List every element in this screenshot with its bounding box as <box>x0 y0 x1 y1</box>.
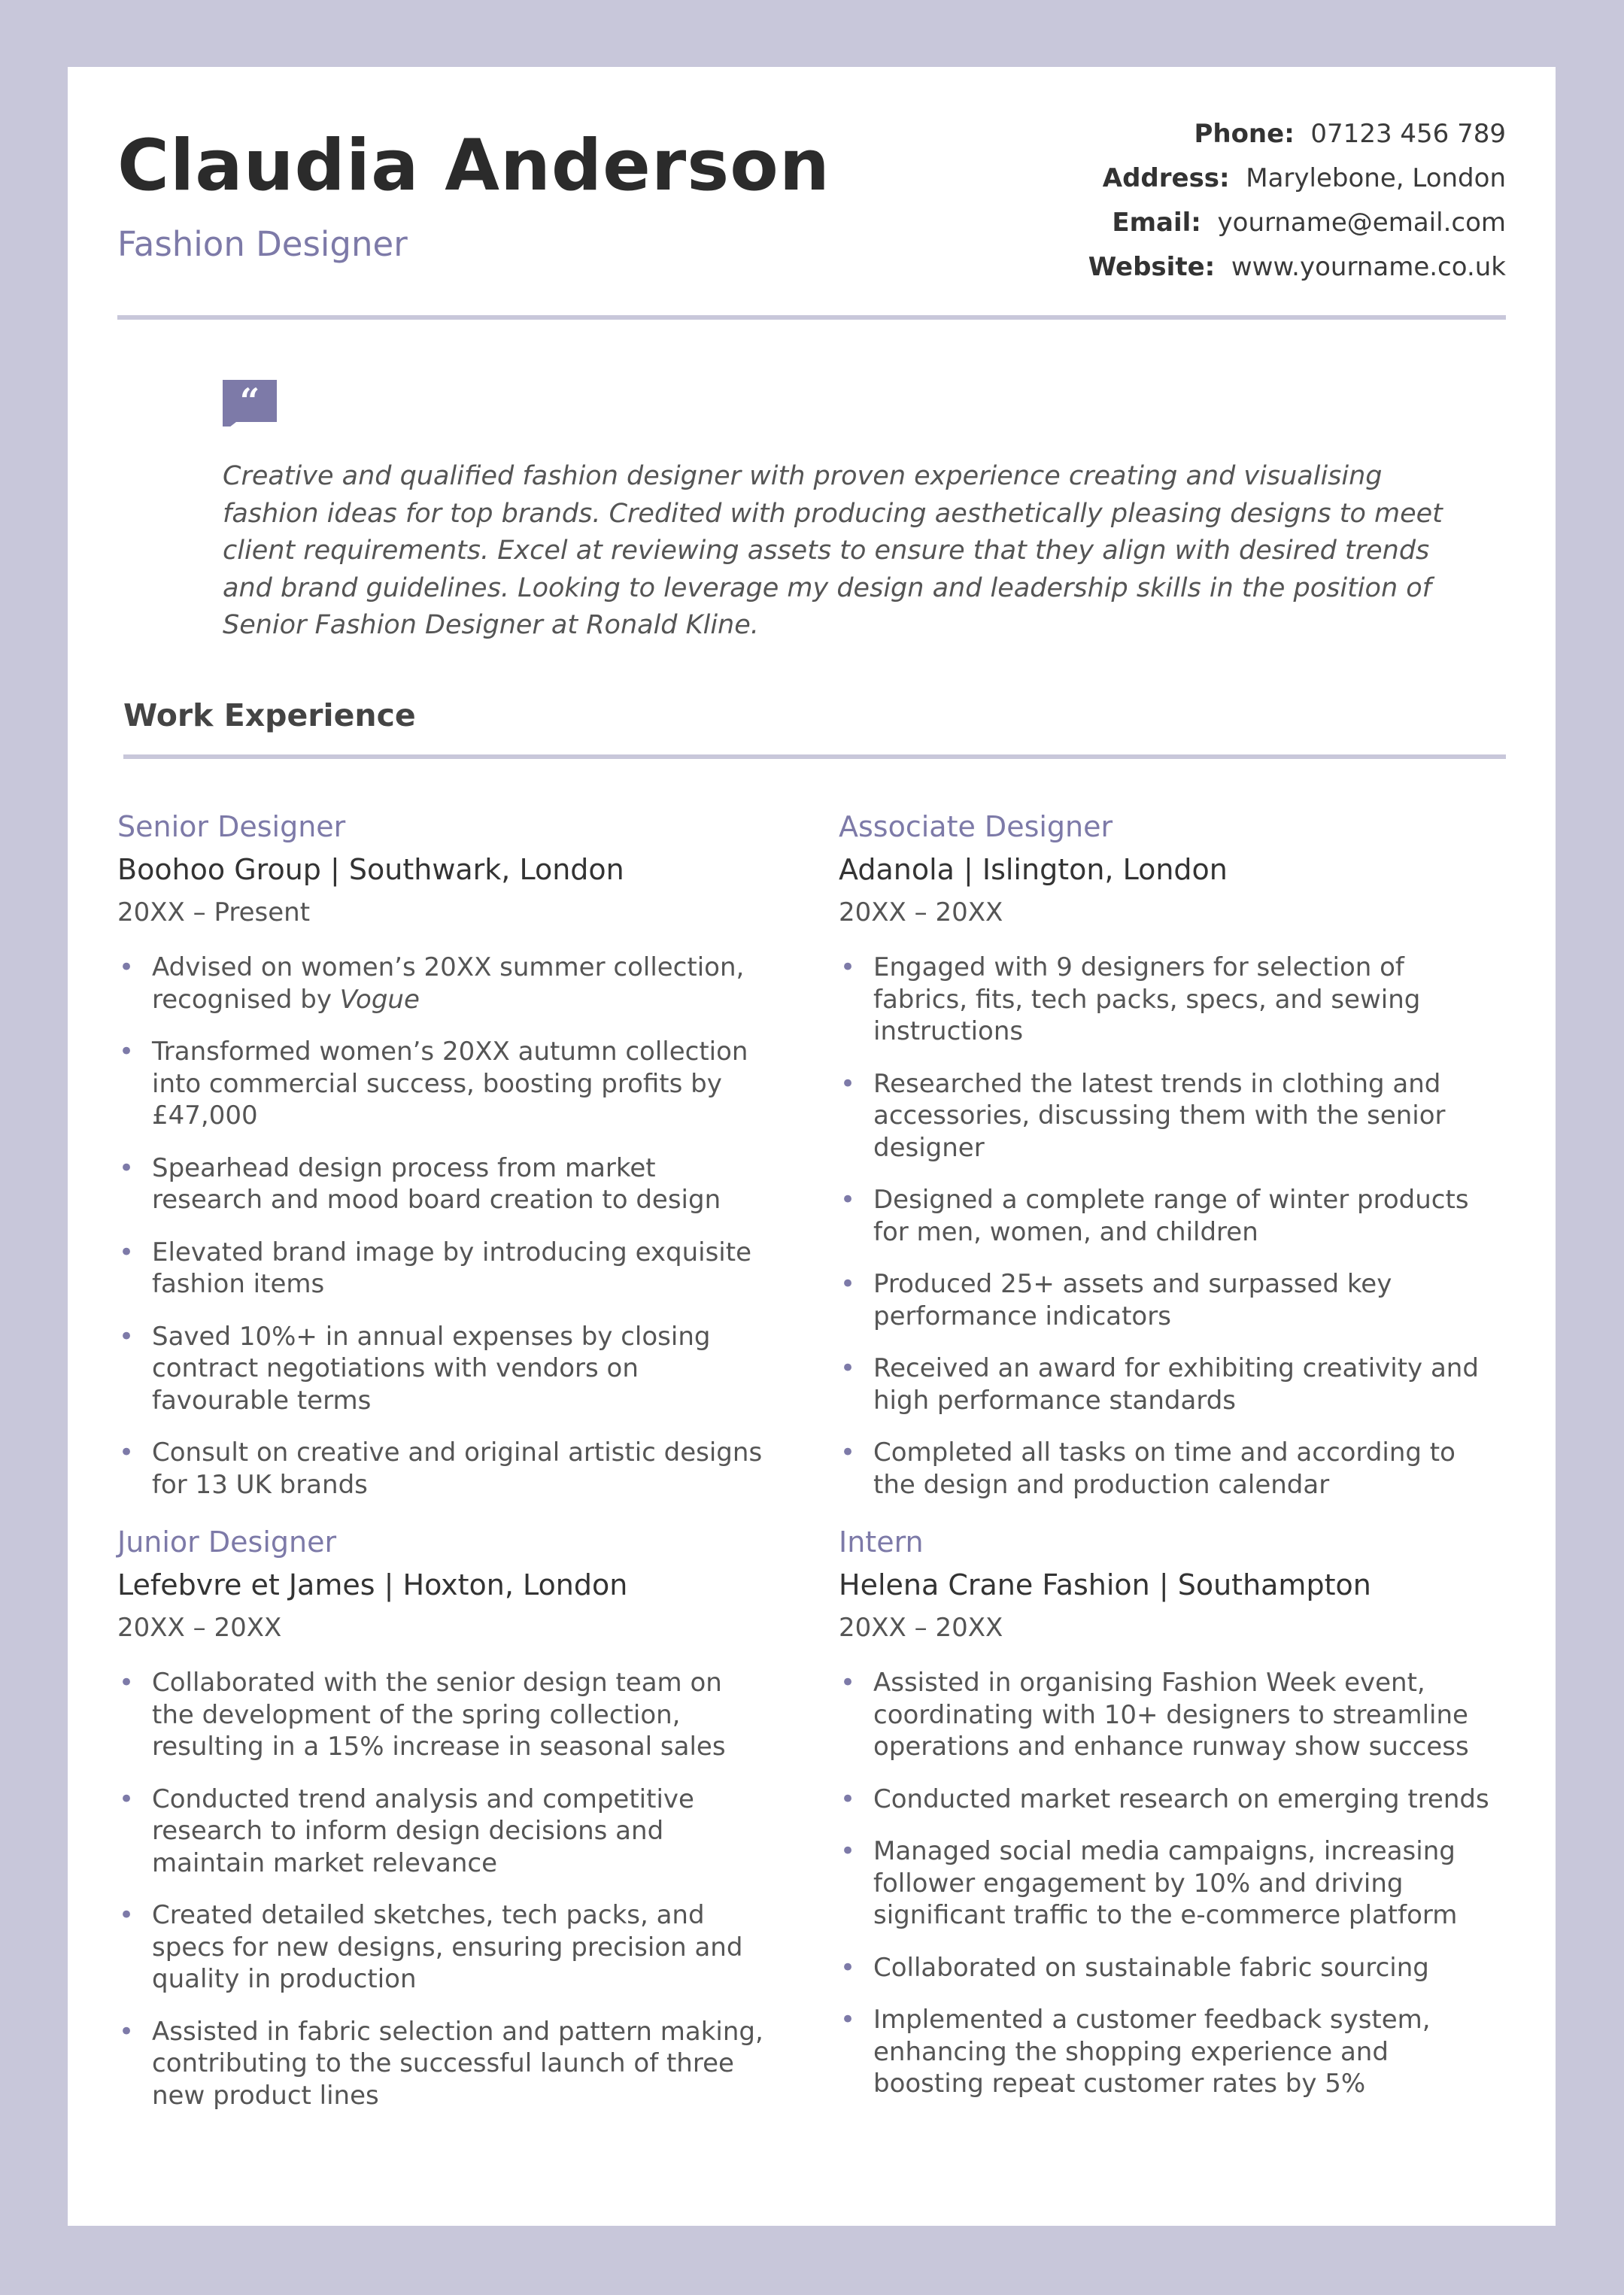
bullet-dot: • <box>119 1037 135 1067</box>
header <box>117 67 1506 323</box>
bullet-item: • Transformed women’s 20XX autumn collection into commercial success, boosting profits by £47,000 <box>119 1037 748 1131</box>
job-dates: 20XX – 20XX <box>839 897 1003 927</box>
bullet-dot: • <box>840 1952 856 1983</box>
bullet-item: • Conducted market research on emerging trends <box>840 1783 1489 1814</box>
bullet-dot: • <box>840 1836 856 1866</box>
bullet-item: • Saved 10%+ in annual expenses by closing contract negotiations with vendors on favourable terms <box>119 1321 711 1416</box>
bullet-dot: • <box>119 1437 135 1468</box>
bullet-item: • Elevated brand image by introducing exquisite fashion items <box>119 1237 751 1299</box>
bullet-item: • Collaborated on sustainable fabric sourcing <box>840 1952 1429 1983</box>
bullet-dot: • <box>840 1353 856 1383</box>
job-dates: 20XX – 20XX <box>117 1613 282 1643</box>
bullet-dot: • <box>840 1185 856 1215</box>
bullet-item: • Created detailed sketches, tech packs, and specs for new designs, ensuring precision and quality in production <box>119 1900 743 1994</box>
bullet-dot: • <box>840 1437 856 1468</box>
contact-value: Marylebone, London <box>1246 163 1506 193</box>
contact-value[interactable]: www.yourname.co.uk <box>1231 252 1506 282</box>
job-dates: 20XX – Present <box>117 897 311 927</box>
bullet-dot: • <box>119 1668 135 1698</box>
bullet-dot: • <box>119 1237 135 1267</box>
job-entry <box>117 1521 764 2111</box>
contact-phone <box>1088 112 1506 156</box>
work-column-right <box>839 806 1501 2120</box>
job-company: Adanola | Islington, London <box>839 853 1228 886</box>
header-divider <box>117 315 1506 320</box>
bullet-item: • Engaged with 9 designers for selection of fabrics, fits, tech packs, specs, and sewing instructions <box>840 952 1421 1046</box>
bullet-dot: • <box>840 1783 856 1814</box>
job-role: Associate Designer <box>839 810 1113 843</box>
bullet-dot: • <box>840 1269 856 1299</box>
profile-summary: Creative and qualified fashion designer with proven experience creating and visualising fashion ideas for top brands. Credited with producing aesthetically pleasing designs to meet client requirements. Excel at reviewing assets to ensure that they align with desired trends and brand guidelines. Looking to leverage my design and leadership skills in the position of Senior Fashion Designer at Ronald Kline. <box>223 461 1443 640</box>
publication-name: Vogue <box>339 984 420 1015</box>
job-company: Helena Crane Fashion | Southampton <box>839 1568 1371 1601</box>
job-bullets <box>839 1667 1501 2100</box>
contact-label: Phone: <box>1194 119 1295 149</box>
bullet-item: • Researched the latest trends in clothing and accessories, discussing them with the senior designer <box>840 1068 1446 1163</box>
quote-icon <box>223 380 277 427</box>
bullet-item: • Produced 25+ assets and surpassed key performance indicators <box>840 1269 1392 1331</box>
job-entry <box>839 1521 1501 2100</box>
candidate-title: Fashion Designer <box>117 224 408 264</box>
bullet-dot: • <box>119 952 135 982</box>
bullet-dot: • <box>119 2016 135 2047</box>
bullet-dot: • <box>840 952 856 982</box>
bullet-item: • Assisted in fabric selection and pattern making, contributing to the successful launch of three new product lines <box>119 2016 763 2111</box>
bullet-dot: • <box>840 1068 856 1099</box>
job-bullets <box>117 952 764 1501</box>
work-experience-divider <box>123 754 1506 759</box>
bullet-item: • Designed a complete range of winter products for men, women, and children <box>840 1185 1469 1247</box>
job-company: Boohoo Group | Southwark, London <box>117 853 624 886</box>
bullet-dot: • <box>840 1668 856 1698</box>
job-role: Intern <box>839 1525 924 1559</box>
job-role: Senior Designer <box>117 810 346 843</box>
bullet-dot: • <box>119 1783 135 1814</box>
candidate-name: Claudia Anderson <box>117 125 830 207</box>
bullet-item: • Completed all tasks on time and according to the design and production calendar <box>840 1437 1456 1500</box>
contact-value: 07123 456 789 <box>1310 119 1506 149</box>
work-experience-heading: Work Experience <box>123 697 416 733</box>
bullet-item: • Received an award for exhibiting creativity and high performance standards <box>840 1353 1479 1416</box>
job-bullets <box>839 952 1501 1501</box>
job-role: Junior Designer <box>117 1525 337 1559</box>
job-dates: 20XX – 20XX <box>839 1613 1003 1643</box>
resume-page <box>68 67 1556 2226</box>
contact-label: Address: <box>1102 163 1230 193</box>
job-bullets <box>117 1667 764 2111</box>
contact-block <box>1088 112 1506 290</box>
bullet-item: • Collaborated with the senior design team on the development of the spring collection, resulting in a 15% increase in seasonal sales <box>119 1668 726 1762</box>
contact-email <box>1088 201 1506 245</box>
bullet-item: • Conducted trend analysis and competitive research to inform design decisions and maintain market relevance <box>119 1783 694 1878</box>
contact-label: Email: <box>1112 208 1201 238</box>
contact-value[interactable]: yourname@email.com <box>1217 208 1506 238</box>
bullet-item: • Advised on women’s 20XX summer collection, recognised by Vogue <box>119 952 745 1015</box>
bullet-item: • Managed social media campaigns, increasing follower engagement by 10% and driving significant traffic to the e-commerce platform <box>840 1836 1458 1930</box>
bullet-dot: • <box>119 1152 135 1183</box>
work-column-left <box>117 806 764 2132</box>
bullet-item: • Implemented a customer feedback system, enhancing the shopping experience and boosting repeat customer rates by 5% <box>840 2005 1431 2099</box>
svg-text:“: “ <box>239 381 260 421</box>
bullet-item: • Consult on creative and original artistic designs for 13 UK brands <box>119 1437 763 1500</box>
bullet-dot: • <box>119 1321 135 1352</box>
bullet-dot: • <box>119 1900 135 1930</box>
job-entry <box>117 806 764 1501</box>
contact-label: Website: <box>1088 252 1216 282</box>
bullet-dot: • <box>840 2005 856 2035</box>
contact-website <box>1088 245 1506 290</box>
bullet-item: • Assisted in organising Fashion Week event, coordinating with 10+ designers to streamline operations and enhance runway show success <box>840 1668 1469 1762</box>
job-company: Lefebvre et James | Hoxton, London <box>117 1568 628 1601</box>
contact-address <box>1088 156 1506 201</box>
bullet-item: • Spearhead design process from market research and mood board creation to design <box>119 1152 721 1215</box>
job-entry <box>839 806 1501 1501</box>
